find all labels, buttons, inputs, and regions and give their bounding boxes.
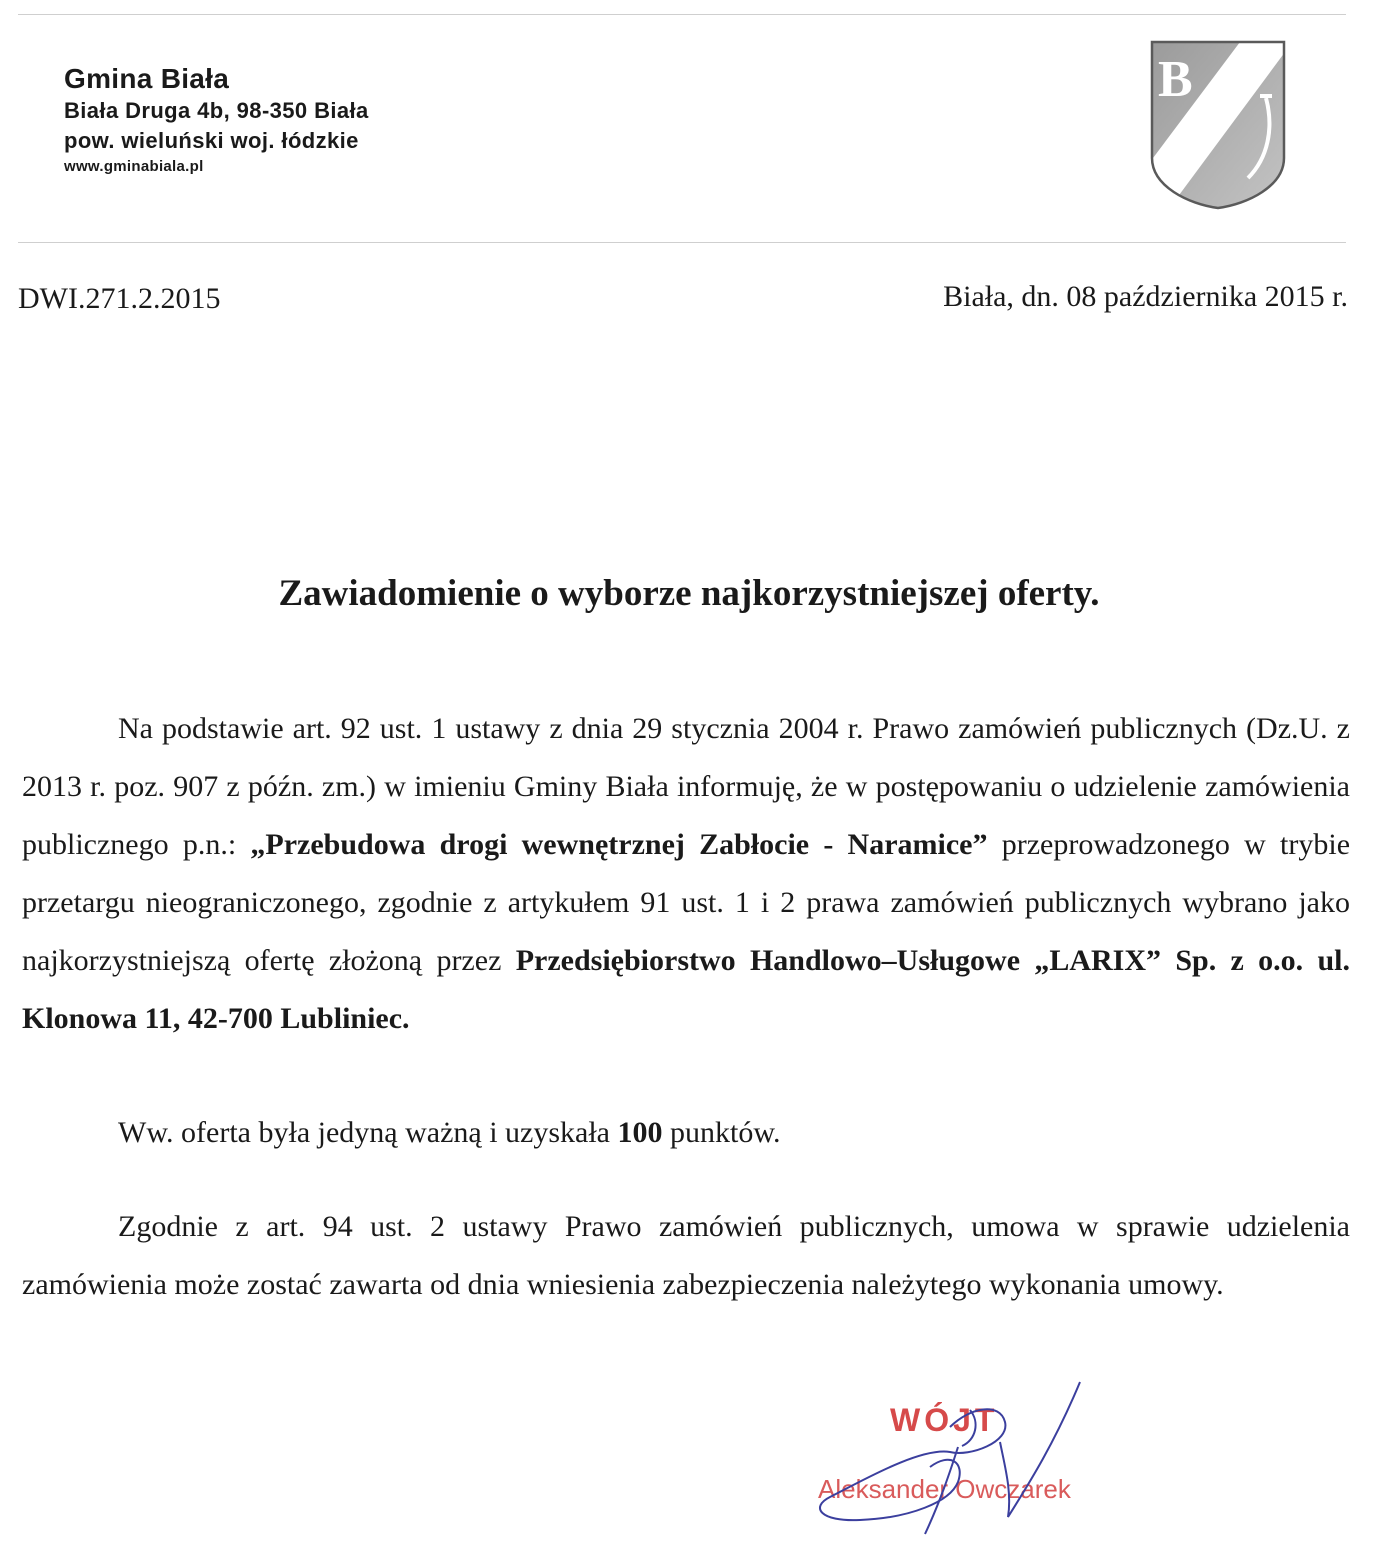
letterhead (64, 62, 369, 178)
letterhead-region: pow. wieluński woj. łódzkie (64, 128, 359, 153)
reference-number: DWI.271.2.2015 (18, 282, 221, 315)
paragraph-main-text1: Na podstawie art. 92 ust. 1 ustawy z dnia 29 stycznia 2004 r. Prawo zamówień publicznych (Dz.U. z 2013 r. poz. 907 z późn. zm.) w imieniu Gminy Biała informuję, że w postępowaniu o udzielenie zamówienia publicznego p.n.: (22, 712, 1350, 861)
paragraph-contract-text: Zgodnie z art. 94 ust. 2 ustawy Prawo zamówień publicznych, umowa w sprawie udzielenia zamówienia może zostać zawarta od dnia wniesienia zabezpieczenia należytego wykonania umowy. (22, 1210, 1350, 1301)
letterhead-name: Gmina Biała (64, 63, 230, 94)
stamp-name: Aleksander Owczarek (818, 1474, 1071, 1504)
paragraph-main-text2: przeprowadzonego w trybie przetargu nieograniczonego, zgodnie z artykułem 91 ust. 1 i 2 prawa zamówień publicznych wybrano jako najkorzystniejszą ofertę złożoną przez (22, 828, 1351, 977)
winning-company: Przedsiębiorstwo Handlowo–Usługowe „LARIX” Sp. z o.o. ul. Klonowa 11, 42-700 Lubliniec. (22, 944, 1350, 1035)
project-name: „Przebudowa drogi wewnętrznej Zabłocie - Naramice” (250, 828, 988, 861)
paragraph-points (22, 1104, 1350, 1162)
coat-of-arms-logo (1148, 38, 1288, 210)
paragraph-points-text1: Ww. oferta była jedyną ważną i uzyskała (118, 1116, 618, 1149)
paragraph-contract (22, 1198, 1350, 1314)
document-title: Zawiadomienie o wyborze najkorzystniejszej oferty. (278, 573, 1100, 614)
crest-letter: B (1158, 51, 1193, 108)
dateline: Biała, dn. 08 października 2015 r. (943, 280, 1348, 313)
handwritten-signature (800, 1372, 1120, 1542)
paragraph-main (22, 700, 1350, 1048)
signature-stamp (800, 1372, 1120, 1542)
letterhead-address: Biała Druga 4b, 98-350 Biała (64, 98, 369, 123)
header-top-rule (18, 14, 1346, 15)
paragraph-points-text2: punktów. (662, 1116, 781, 1149)
stamp-title: WÓJT (890, 1402, 999, 1438)
header-bottom-rule (18, 242, 1346, 243)
letterhead-website: www.gminabiala.pl (64, 158, 204, 175)
points-value: 100 (617, 1116, 663, 1149)
